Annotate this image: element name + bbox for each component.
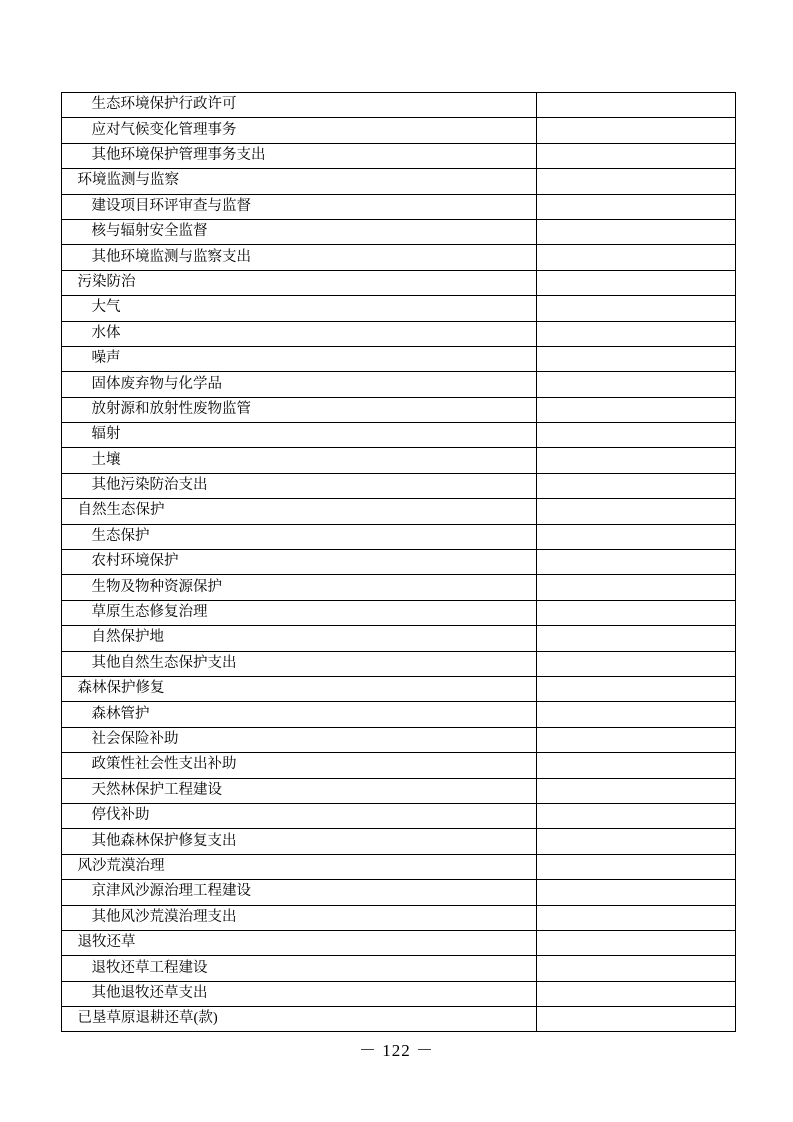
table-cell-label (61, 143, 536, 168)
table-cell-label (61, 854, 536, 879)
table-row (61, 1007, 735, 1032)
table-cell-label (61, 448, 536, 473)
table-cell-label (61, 93, 536, 118)
item-label: 森林管护 (91, 705, 150, 722)
item-label: 草原生态修复治理 (91, 604, 208, 621)
table-cell-label (61, 321, 536, 346)
item-label: 核与辐射安全监督 (91, 223, 208, 240)
table-row (61, 245, 735, 270)
item-label: 应对气候变化管理事务 (91, 121, 237, 138)
table-cell-value (536, 727, 735, 752)
table-cell-label (61, 753, 536, 778)
table-row (61, 169, 735, 194)
table-row (61, 727, 735, 752)
item-label: 自然生态保护 (77, 502, 165, 519)
item-label: 其他自然生态保护支出 (91, 654, 237, 671)
table-row (61, 448, 735, 473)
item-label: 生态环境保护行政许可 (91, 96, 237, 113)
item-label: 放射源和放射性废物监管 (91, 400, 251, 417)
table-cell-value (536, 753, 735, 778)
table-row (61, 397, 735, 422)
table-cell-label (61, 956, 536, 981)
budget-table-body (61, 93, 735, 1032)
table-cell-label (61, 651, 536, 676)
table-cell-value (536, 905, 735, 930)
item-label: 其他森林保护修复支出 (91, 832, 237, 849)
item-label: 退牧还草 (77, 934, 136, 951)
item-label: 辐射 (91, 426, 121, 443)
table-row (61, 676, 735, 701)
table-row (61, 981, 735, 1006)
table-cell-value (536, 296, 735, 321)
table-cell-label (61, 676, 536, 701)
table-cell-value (536, 626, 735, 651)
item-label: 噪声 (91, 350, 121, 367)
table-cell-value (536, 702, 735, 727)
table-row (61, 803, 735, 828)
table-cell-label (61, 423, 536, 448)
budget-table (61, 92, 736, 1032)
table-row (61, 829, 735, 854)
table-row (61, 575, 735, 600)
item-label: 污染防治 (77, 273, 136, 290)
table-cell-value (536, 550, 735, 575)
table-row (61, 524, 735, 549)
table-cell-value (536, 423, 735, 448)
budget-table-wrapper (61, 92, 733, 1032)
item-label: 天然林保护工程建设 (91, 781, 222, 798)
table-cell-label (61, 550, 536, 575)
table-row (61, 296, 735, 321)
table-cell-label (61, 296, 536, 321)
item-label: 农村环境保护 (91, 553, 179, 570)
table-row (61, 372, 735, 397)
table-row (61, 194, 735, 219)
item-label: 停伐补助 (91, 807, 150, 824)
item-label: 其他环境保护管理事务支出 (91, 147, 266, 163)
table-cell-value (536, 575, 735, 600)
table-cell-value (536, 981, 735, 1006)
table-cell-label (61, 524, 536, 549)
table-cell-value (536, 499, 735, 524)
table-row (61, 778, 735, 803)
table-row (61, 753, 735, 778)
table-cell-label (61, 803, 536, 828)
table-row (61, 956, 735, 981)
table-cell-value (536, 270, 735, 295)
table-row (61, 423, 735, 448)
table-row (61, 600, 735, 625)
table-cell-label (61, 372, 536, 397)
item-label: 社会保险补助 (91, 730, 179, 747)
item-label: 其他环境监测与监察支出 (91, 248, 251, 265)
table-row (61, 346, 735, 371)
table-row (61, 651, 735, 676)
table-cell-label (61, 880, 536, 905)
table-cell-value (536, 930, 735, 955)
table-cell-label (61, 473, 536, 498)
item-label: 生态保护 (91, 527, 150, 544)
table-cell-label (61, 397, 536, 422)
table-cell-value (536, 397, 735, 422)
table-row (61, 219, 735, 244)
table-cell-value (536, 245, 735, 270)
table-row (61, 270, 735, 295)
table-cell-value (536, 194, 735, 219)
table-cell-label (61, 194, 536, 219)
table-cell-value (536, 651, 735, 676)
table-cell-label (61, 905, 536, 930)
table-row (61, 930, 735, 955)
item-label: 风沙荒漠治理 (77, 857, 165, 874)
item-label: 建设项目环评审查与监督 (91, 197, 251, 214)
table-cell-value (536, 346, 735, 371)
item-label: 森林保护修复 (77, 680, 165, 697)
item-label: 其他退牧还草支出 (91, 984, 208, 1001)
table-cell-value (536, 956, 735, 981)
item-label: 其他污染防治支出 (91, 477, 208, 494)
table-cell-value (536, 321, 735, 346)
table-cell-label (61, 930, 536, 955)
table-cell-label (61, 219, 536, 244)
table-row (61, 854, 735, 879)
table-cell-label (61, 118, 536, 143)
table-cell-value (536, 676, 735, 701)
item-label: 土壤 (91, 451, 121, 468)
table-cell-label (61, 727, 536, 752)
item-label: 大气 (91, 299, 121, 316)
table-row (61, 118, 735, 143)
page-number: － 122 － (359, 1041, 434, 1060)
table-cell-label (61, 778, 536, 803)
table-cell-label (61, 626, 536, 651)
item-label: 生物及物种资源保护 (91, 578, 222, 595)
table-row (61, 93, 735, 118)
table-cell-label (61, 981, 536, 1006)
table-cell-value (536, 143, 735, 168)
table-cell-label (61, 575, 536, 600)
table-cell-value (536, 219, 735, 244)
table-row (61, 499, 735, 524)
table-row (61, 626, 735, 651)
table-cell-value (536, 854, 735, 879)
table-cell-value (536, 372, 735, 397)
table-cell-value (536, 169, 735, 194)
item-label: 水体 (91, 324, 121, 341)
table-cell-value (536, 880, 735, 905)
table-cell-label (61, 600, 536, 625)
table-cell-value (536, 803, 735, 828)
table-row (61, 702, 735, 727)
item-label: 环境监测与监察 (77, 172, 179, 189)
table-cell-value (536, 778, 735, 803)
table-cell-label (61, 245, 536, 270)
table-row (61, 905, 735, 930)
table-cell-value (536, 118, 735, 143)
table-row (61, 550, 735, 575)
table-cell-label (61, 1007, 536, 1032)
item-label: 京津风沙源治理工程建设 (91, 883, 251, 900)
item-label: 固体废弃物与化学品 (91, 375, 222, 392)
item-label: 自然保护地 (91, 629, 164, 646)
table-cell-value (536, 473, 735, 498)
table-cell-value (536, 829, 735, 854)
table-cell-label (61, 499, 536, 524)
table-row (61, 880, 735, 905)
item-label: 已垦草原退耕还草(款) (77, 1010, 218, 1027)
table-cell-value (536, 448, 735, 473)
table-row (61, 473, 735, 498)
table-row (61, 321, 735, 346)
table-cell-value (536, 600, 735, 625)
table-cell-value (536, 93, 735, 118)
table-row (61, 143, 735, 168)
table-cell-value (536, 524, 735, 549)
item-label: 其他风沙荒漠治理支出 (91, 908, 237, 925)
table-cell-value (536, 1007, 735, 1032)
table-cell-label (61, 702, 536, 727)
table-cell-label (61, 270, 536, 295)
item-label: 退牧还草工程建设 (91, 959, 208, 976)
table-cell-label (61, 829, 536, 854)
table-cell-label (61, 346, 536, 371)
item-label: 政策性社会性支出补助 (91, 756, 237, 773)
table-cell-label (61, 169, 536, 194)
